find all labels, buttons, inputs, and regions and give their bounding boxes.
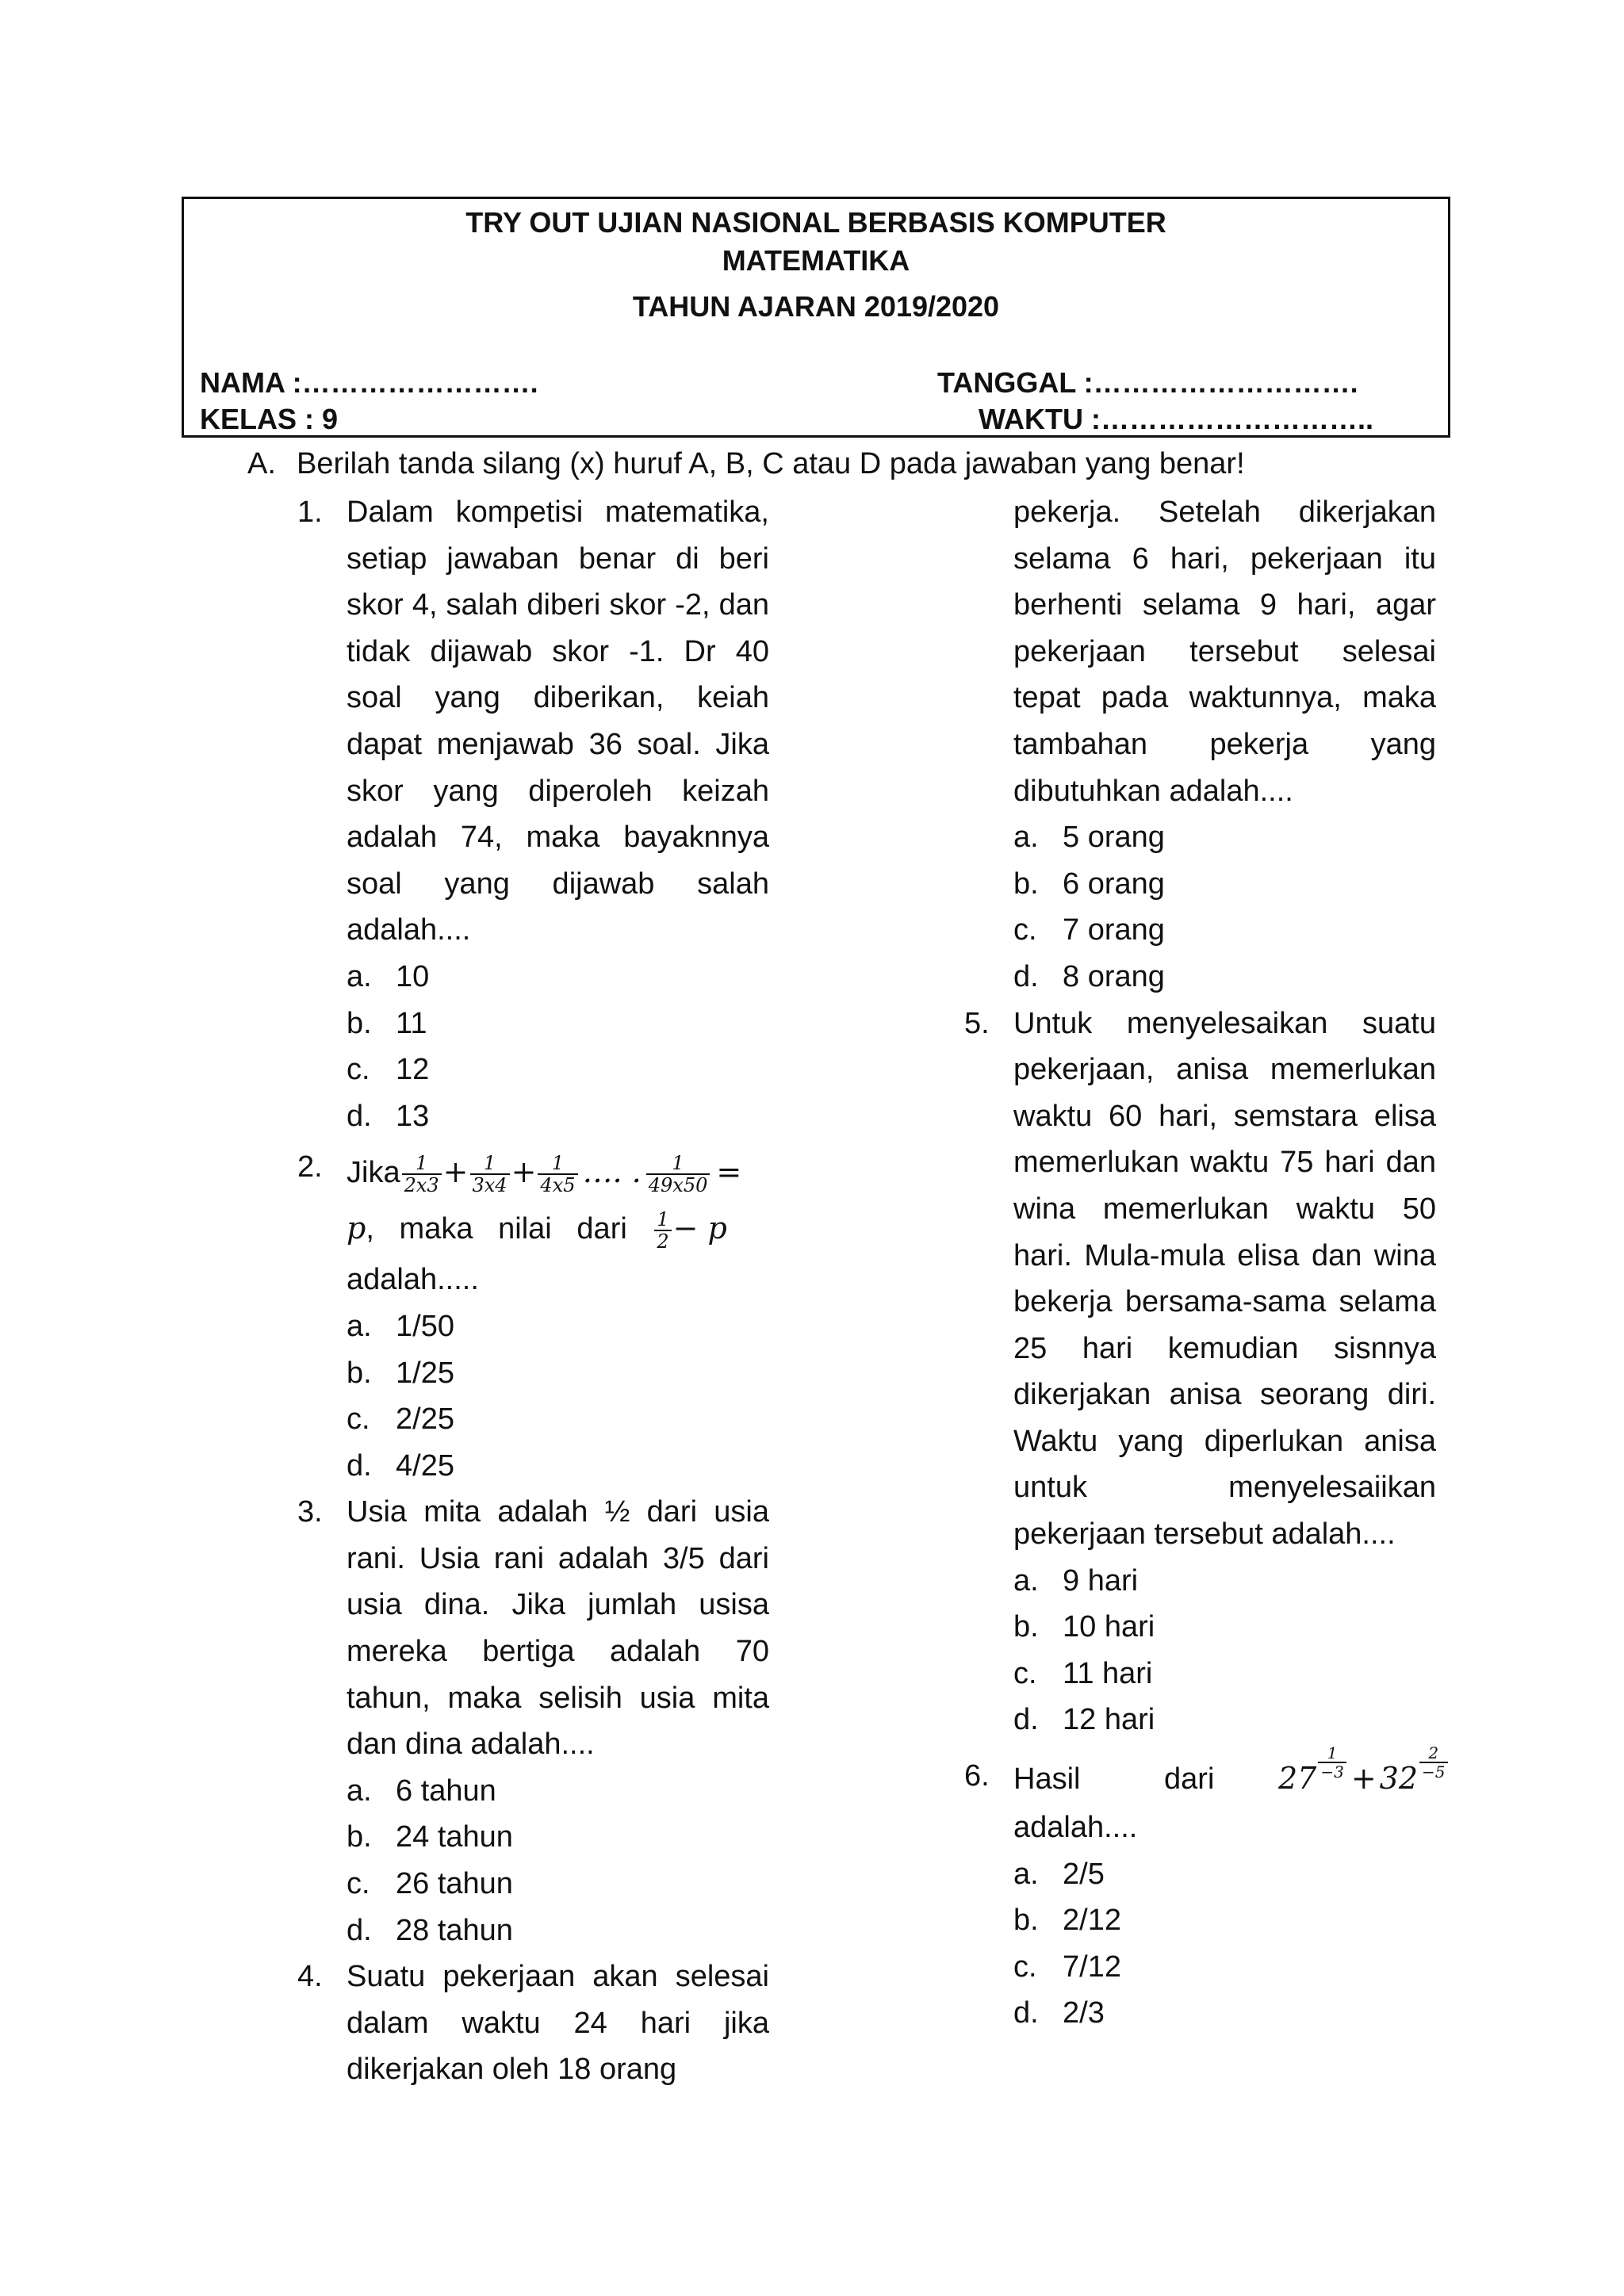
section-letter: A.: [247, 447, 276, 480]
power-1: [1277, 1743, 1348, 1797]
option-text: 5 orang: [1063, 821, 1165, 855]
option-b[interactable]: [347, 1001, 769, 1047]
exam-subject: MATEMATIKA: [722, 244, 910, 277]
option-letter: a.: [347, 1774, 372, 1808]
fraction-3: $\frac{1}{4x5}$: [538, 1153, 577, 1196]
option-a[interactable]: [1013, 814, 1436, 861]
option-text: 9 hari: [1063, 1563, 1139, 1598]
time-field[interactable]: WAKTU :………………………..: [979, 403, 1373, 435]
formula-middle: , maka nilai dari: [366, 1212, 627, 1246]
option-letter: a.: [347, 959, 372, 993]
option-text: 24 tahun: [396, 1820, 513, 1854]
question-number: 3.: [297, 1495, 323, 1529]
formula-prefix: Jika: [347, 1156, 400, 1190]
exam-title: TRY OUT UJIAN NASIONAL BERBASIS KOMPUTER: [465, 206, 1166, 239]
base-32: 32: [1379, 1761, 1419, 1797]
question-number: 1.: [297, 496, 323, 529]
question-formula: [347, 1144, 769, 1200]
answer-options: [347, 954, 769, 1139]
option-c[interactable]: [1013, 1651, 1436, 1697]
option-letter: d.: [347, 1913, 372, 1947]
option-d[interactable]: [1013, 1990, 1436, 2037]
plus-sign: +: [442, 1154, 469, 1190]
option-letter: d.: [1013, 959, 1039, 993]
option-a[interactable]: [347, 1768, 769, 1815]
equals-sign: =: [716, 1154, 742, 1190]
plus-sign: +: [1350, 1761, 1377, 1797]
option-text: 8 orang: [1063, 959, 1165, 993]
question-number: 6.: [964, 1759, 990, 1793]
variable-p: p: [347, 1211, 366, 1246]
base-27: 27: [1277, 1761, 1317, 1797]
option-letter: c.: [347, 1402, 370, 1437]
question-text-continued: pekerja. Setelah dikerjakan selama 6 hari, pekerjaan itu berhenti selama 9 hari, agar pekerjaan tersebut selesai tepat pada waktunnya, maka tambahan pekerja yang dibutuhkan adalah....: [1013, 496, 1436, 808]
minus-p: − p: [672, 1211, 727, 1246]
option-text: 6 orang: [1063, 867, 1165, 901]
option-text: 2/12: [1063, 1904, 1121, 1938]
name-field[interactable]: NAMA :…………………….: [200, 366, 538, 399]
question-formula: [1013, 1743, 1446, 1804]
option-letter: b.: [1013, 1610, 1039, 1644]
option-letter: c.: [1013, 1950, 1037, 1984]
option-text: 26 tahun: [396, 1867, 513, 1901]
instruction-text: Berilah tanda silang (x) huruf A, B, C atau D pada jawaban yang benar!: [297, 447, 1245, 480]
option-d[interactable]: [347, 1093, 769, 1140]
date-field[interactable]: TANGGAL :……………………….: [937, 366, 1358, 399]
option-text: 10: [396, 959, 430, 993]
exam-year: TAHUN AJARAN 2019/2020: [632, 290, 1000, 323]
option-b[interactable]: [1013, 1897, 1436, 1944]
question-text: Usia mita adalah ½ dari usia rani. Usia rani adalah 3/5 dari usia dina. Jika jumlah usisa mereka bertiga adalah 70 tahun, maka selisih usia mita dan dina adalah....: [347, 1495, 769, 1762]
option-letter: b.: [347, 1820, 372, 1854]
fraction-1: $\frac{1}{2x3}$: [402, 1153, 442, 1196]
option-letter: a.: [1013, 821, 1039, 855]
option-d[interactable]: [1013, 1697, 1436, 1743]
option-c[interactable]: [1013, 907, 1436, 954]
option-text: 10 hari: [1063, 1610, 1155, 1644]
formula-prefix: Hasil dari: [1013, 1762, 1215, 1797]
question-6: [964, 1743, 1446, 2037]
option-letter: c.: [347, 1867, 370, 1901]
option-text: 7/12: [1063, 1950, 1121, 1984]
option-c[interactable]: [347, 1861, 769, 1908]
section-instruction: [247, 444, 1245, 484]
option-letter: c.: [1013, 1656, 1037, 1690]
option-text: 11 hari: [1063, 1656, 1153, 1690]
question-text: Suatu pekerjaan akan selesai dalam waktu 24 hari jika dikerjakan oleh 18 orang: [347, 1960, 769, 2087]
question-suffix: adalah....: [1013, 1811, 1138, 1845]
question-number: 2.: [297, 1150, 323, 1184]
answer-options: [1013, 814, 1436, 1000]
option-letter: b.: [1013, 867, 1039, 901]
option-a[interactable]: [347, 1303, 769, 1350]
option-text: 2/3: [1063, 1996, 1105, 2030]
option-letter: a.: [347, 1309, 372, 1343]
left-column: [297, 489, 769, 2093]
option-text: 7 orang: [1063, 913, 1165, 947]
option-c[interactable]: [1013, 1944, 1436, 1991]
question-number: 5.: [964, 1006, 990, 1040]
question-2: [297, 1144, 769, 1489]
option-letter: b.: [1013, 1904, 1039, 1938]
answer-options: [1013, 1851, 1436, 2037]
option-d[interactable]: [347, 1908, 769, 1954]
option-b[interactable]: [347, 1350, 769, 1397]
option-letter: b.: [347, 1006, 372, 1040]
question-4-continued: [964, 489, 1436, 1001]
exam-header: [182, 197, 1450, 438]
option-text: 11: [396, 1006, 427, 1040]
question-5: [964, 1001, 1436, 1744]
option-b[interactable]: [347, 1814, 769, 1861]
option-text: 1/25: [396, 1356, 454, 1390]
question-text: Dalam kompetisi matematika, setiap jawaban benar di beri skor 4, salah diberi skor -2, dan tidak dijawab skor -1. Dr 40 soal yang diberikan, keiah dapat menjawab 36 soal. Jika skor yang diperoleh keizah adalah 74, maka bayaknnya soal yang dijawab salah adalah....: [347, 496, 769, 947]
option-c[interactable]: [347, 1047, 769, 1093]
option-letter: c.: [1013, 913, 1037, 947]
option-letter: c.: [347, 1053, 370, 1087]
question-3: [297, 1489, 769, 1954]
exponent-2: 2 −5: [1419, 1744, 1447, 1781]
option-text: 13: [396, 1099, 430, 1133]
question-number: 4.: [297, 1960, 323, 1994]
option-letter: a.: [1013, 1857, 1039, 1891]
answer-options: [347, 1303, 769, 1489]
question-suffix: adalah.....: [347, 1263, 479, 1297]
option-letter: d.: [347, 1099, 372, 1133]
fraction-2: $\frac{1}{3x4}$: [470, 1153, 510, 1196]
option-text: 4/25: [396, 1448, 454, 1483]
question-formula-line2: [347, 1200, 769, 1257]
answer-options: [1013, 1558, 1436, 1743]
option-c[interactable]: [347, 1396, 769, 1443]
option-a[interactable]: [1013, 1851, 1436, 1898]
fraction-4: $\frac{1}{49x50}$: [646, 1153, 710, 1196]
question-4-start: [297, 1954, 769, 2093]
answer-options: [347, 1768, 769, 1954]
option-text: 12: [396, 1053, 430, 1087]
option-a[interactable]: [347, 954, 769, 1001]
option-letter: d.: [1013, 1703, 1039, 1737]
option-b[interactable]: [1013, 861, 1436, 908]
exponent-1: 1 −3: [1318, 1744, 1346, 1781]
class-field: KELAS : 9: [200, 403, 339, 435]
question-text: Untuk menyelesaikan suatu pekerjaan, anisa memerlukan waktu 60 hari, semstara elisa memerlukan waktu 75 hari dan wina memerlukan waktu 50 hari. Mula-mula elisa dan wina bekerja bersama-sama selama 25 hari kemudian sisnnya dikerjakan anisa seorang diri. Waktu yang diperlukan anisa untuk menyelesaiikan pekerjaan tersebut adalah....: [1013, 1006, 1436, 1552]
option-text: 2/25: [396, 1402, 454, 1437]
option-text: 28 tahun: [396, 1913, 513, 1947]
option-b[interactable]: [1013, 1604, 1436, 1651]
option-letter: b.: [347, 1356, 372, 1390]
option-letter: d.: [1013, 1996, 1039, 2030]
option-a[interactable]: [1013, 1558, 1436, 1605]
right-column: [964, 489, 1446, 2037]
option-d[interactable]: [347, 1443, 769, 1490]
option-text: 12 hari: [1063, 1703, 1155, 1737]
ellipsis: …. .: [582, 1154, 642, 1190]
option-text: 2/5: [1063, 1857, 1105, 1891]
fraction-half: $\frac{1}{2}$: [654, 1209, 671, 1252]
option-letter: d.: [347, 1448, 372, 1483]
option-letter: a.: [1013, 1563, 1039, 1598]
question-1: [297, 489, 769, 1139]
plus-sign: +: [511, 1154, 537, 1190]
option-text: 6 tahun: [396, 1774, 496, 1808]
power-2: [1379, 1743, 1450, 1797]
option-d[interactable]: [1013, 954, 1436, 1001]
option-text: 1/50: [396, 1309, 454, 1343]
